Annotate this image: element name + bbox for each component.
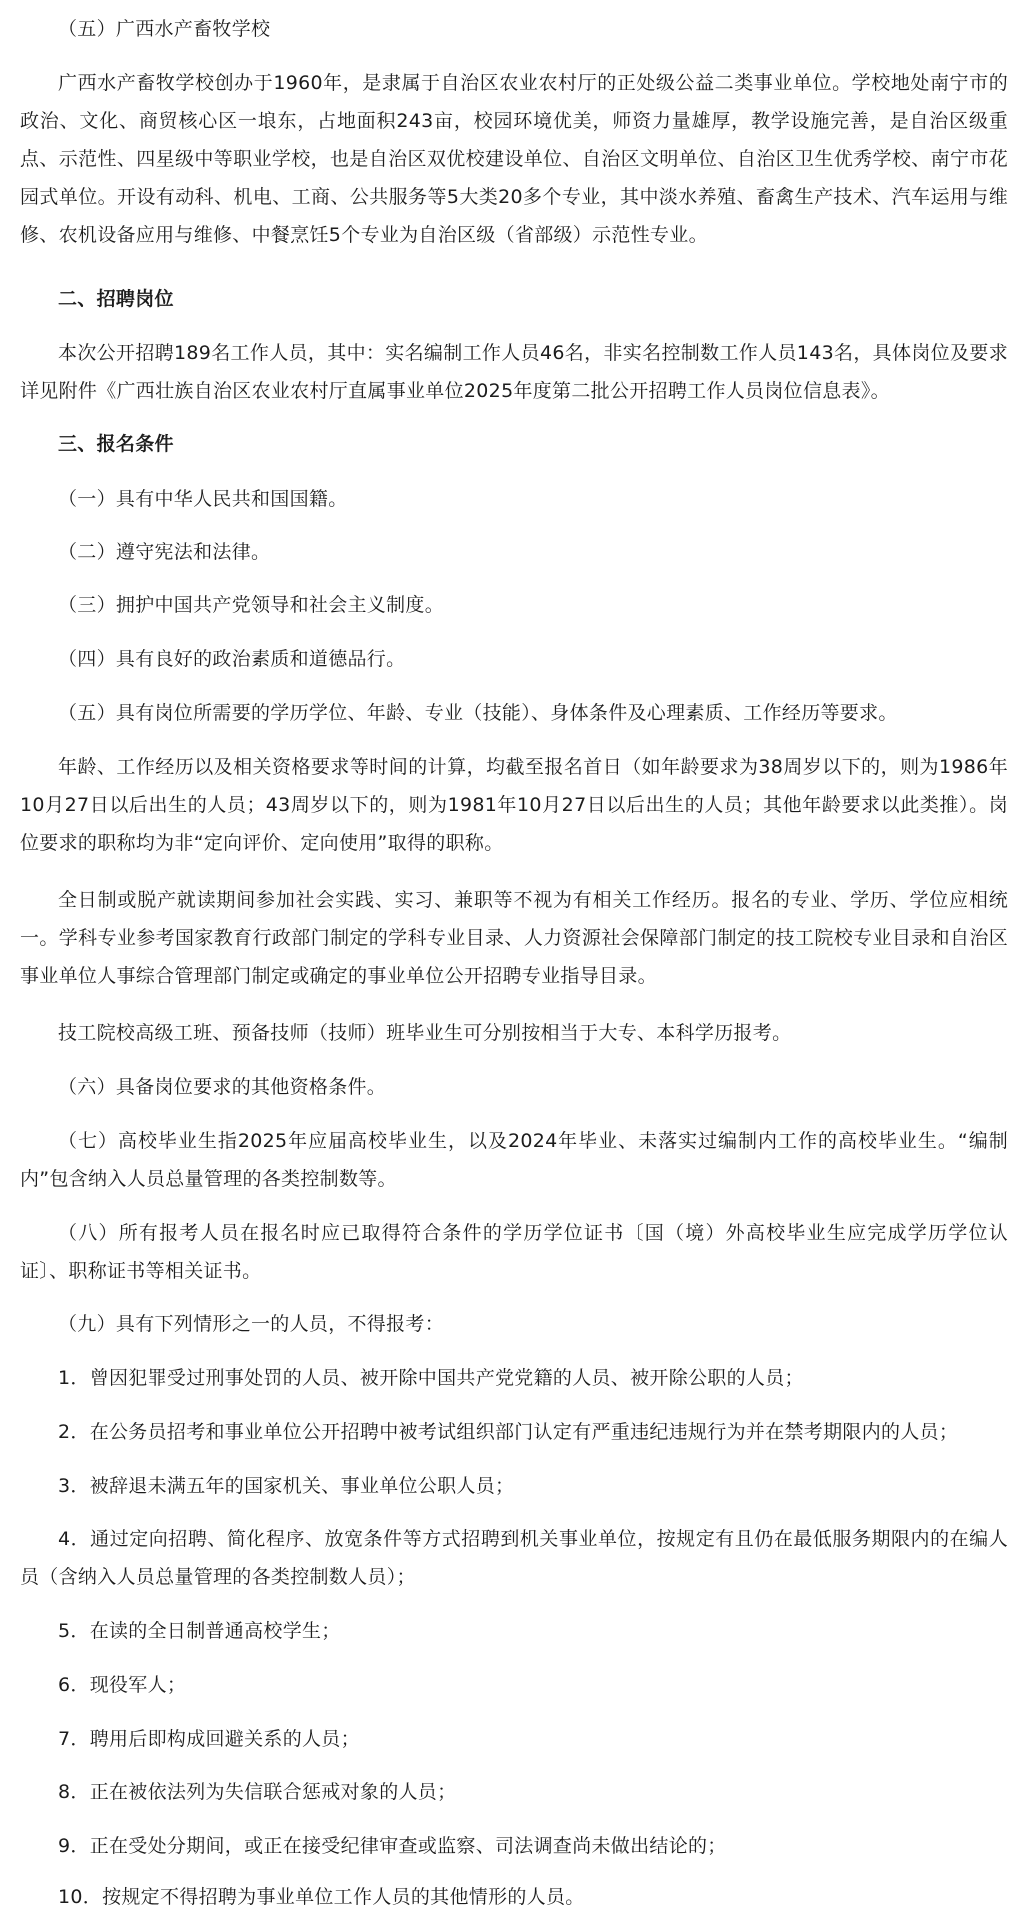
condition-4: （四）具有良好的政治素质和道德品行。 (58, 648, 406, 670)
condition-1: （一）具有中华人民共和国国籍。 (58, 488, 348, 510)
condition-9: （九）具有下列情形之一的人员，不得报考： (58, 1313, 445, 1335)
condition-8: （八）所有报考人员在报名时应已取得符合条件的学历学位证书〔国（境）外高校毕业生应完成学历学位认证〕、职称证书等相关证书。 (20, 1222, 1008, 1282)
condition-5-technical-note: 技工院校高级工班、预备技师（技师）班毕业生可分别按相当于大专、本科学历报考。 (58, 1022, 792, 1044)
section-3-heading: 三、报名条件 (58, 433, 174, 455)
condition-2: （二）遵守宪法和法律。 (58, 541, 271, 563)
exclusion-8: 8．正在被依法列为失信联合惩戒对象的人员； (58, 1781, 457, 1803)
condition-6: （六）具备岗位要求的其他资格条件。 (58, 1076, 387, 1098)
exclusion-6: 6．现役军人； (58, 1674, 187, 1696)
section-2-paragraph: 本次公开招聘189名工作人员，其中：实名编制工作人员46名，非实名控制数工作人员143名，具体岗位及要求详见附件《广西壮族自治区农业农村厅直属事业单位2025年度第二批公开招聘工作人员岗位信息表》。 (20, 342, 1008, 402)
exclusion-9: 9．正在受处分期间，或正在接受纪律审查或监察、司法调查尚未做出结论的； (58, 1835, 727, 1857)
exclusion-10: 10．按规定不得招聘为事业单位工作人员的其他情形的人员。 (58, 1886, 585, 1908)
condition-5-experience-note: 全日制或脱产就读期间参加社会实践、实习、兼职等不视为有相关工作经历。报名的专业、学历、学位应相统一。学科专业参考国家教育行政部门制定的学科专业目录、人力资源社会保障部门制定的技工院校专业目录和自治区事业单位人事综合管理部门制定或确定的事业单位公开招聘专业指导目录。 (20, 889, 1008, 987)
condition-7: （七）高校毕业生指2025年应届高校毕业生，以及2024年毕业、未落实过编制内工作的高校毕业生。“编制内”包含纳入人员总量管理的各类控制数等。 (20, 1130, 1008, 1190)
condition-5: （五）具有岗位所需要的学历学位、年龄、专业（技能）、身体条件及心理素质、工作经历等要求。 (58, 702, 898, 724)
exclusion-7: 7．聘用后即构成回避关系的人员； (58, 1728, 360, 1750)
exclusion-1: 1．曾因犯罪受过刑事处罚的人员、被开除中国共产党党籍的人员、被开除公职的人员； (58, 1367, 804, 1389)
school-5-intro-paragraph: 广西水产畜牧学校创办于1960年，是隶属于自治区农业农村厅的正处级公益二类事业单位。学校地处南宁市的政治、文化、商贸核心区一埌东，占地面积243亩，校园环境优美，师资力量雄厚，教学设施完善，是自治区级重点、示范性、四星级中等职业学校，也是自治区双优校建设单位、自治区文明单位、自治区卫生优秀学校、南宁市花园式单位。开设有动科、机电、工商、公共服务等5大类20多个专业，其中淡水养殖、畜禽生产技术、汽车运用与维修、农机设备应用与维修、中餐烹饪5个专业为自治区级（省部级）示范性专业。 (20, 72, 1008, 246)
exclusion-3: 3．被辞退未满五年的国家机关、事业单位公职人员； (58, 1475, 515, 1497)
section-2-heading: 二、招聘岗位 (58, 288, 174, 310)
condition-3: （三）拥护中国共产党领导和社会主义制度。 (58, 594, 445, 616)
exclusion-4: 4．通过定向招聘、简化程序、放宽条件等方式招聘到机关事业单位，按规定有且仍在最低服务期限内的在编人员（含纳入人员总量管理的各类控制数人员）； (20, 1528, 1008, 1588)
exclusion-5: 5．在读的全日制普通高校学生； (58, 1620, 341, 1642)
school-5-heading: （五）广西水产畜牧学校 (58, 18, 271, 40)
condition-5-age-note: 年龄、工作经历以及相关资格要求等时间的计算，均截至报名首日（如年龄要求为38周岁以下的，则为1986年10月27日以后出生的人员；43周岁以下的，则为1981年10月27日以后出生的人员；其他年龄要求以此类推）。岗位要求的职称均为非“定向评价、定向使用”取得的职称。 (20, 756, 1008, 854)
exclusion-2: 2．在公务员招考和事业单位公开招聘中被考试组织部门认定有严重违纪违规行为并在禁考期限内的人员； (58, 1421, 959, 1443)
